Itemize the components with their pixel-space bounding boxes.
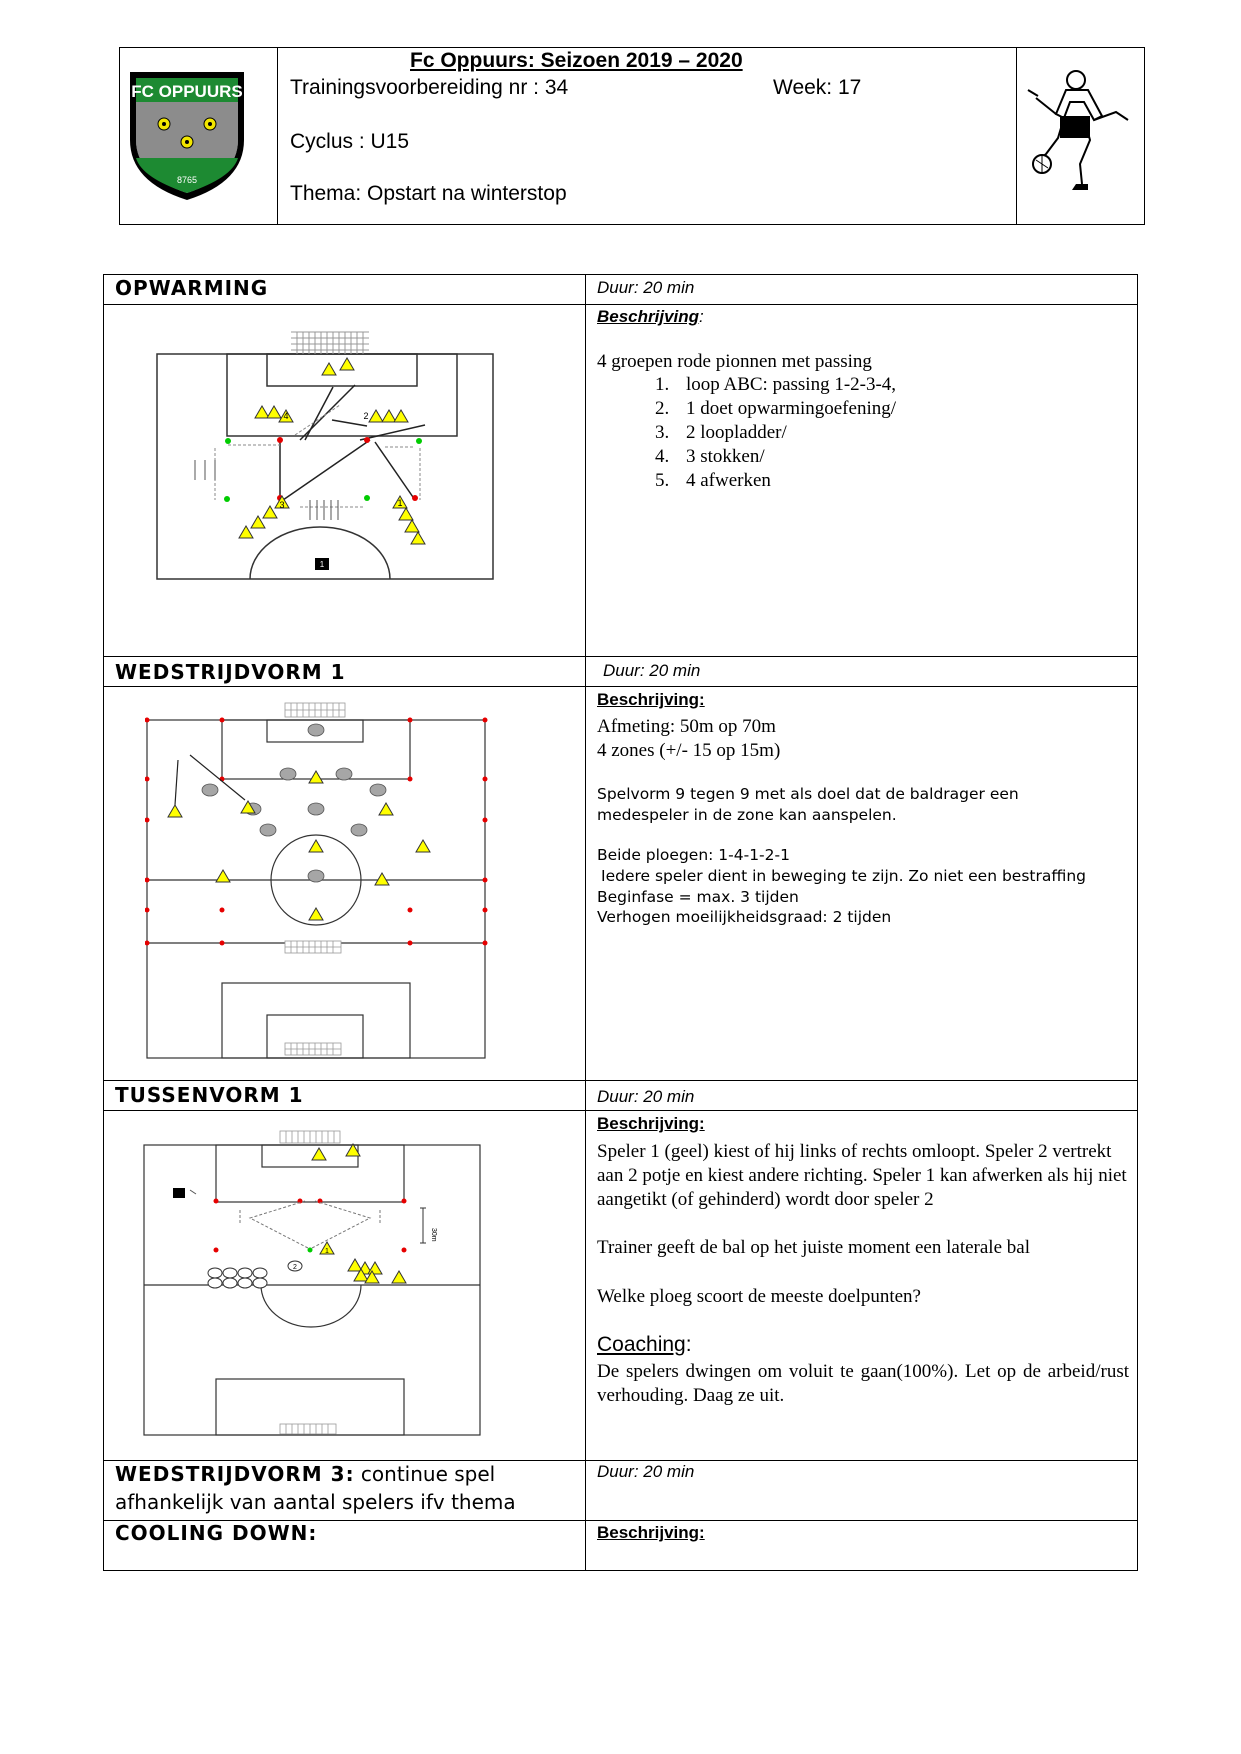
coolingdown-besch: Beschrijving:	[597, 1523, 705, 1542]
tussenvorm1-text2: Trainer geeft de bal op het juiste moment een laterale bal	[597, 1237, 1030, 1258]
opwarming-steps	[597, 373, 896, 493]
group-label: 3	[279, 500, 285, 510]
header-box	[119, 47, 1145, 225]
header-title: Fc Oppuurs: Seizoen 2019 – 2020	[410, 49, 743, 72]
opwarming-duur: Duur: 20 min	[597, 278, 695, 297]
coaching-text: De spelers dwingen om voluit te gaan(100%). Let op de arbeid/rust verhouding. Daag ze uit.	[597, 1361, 1129, 1406]
player-label: 1	[325, 1248, 329, 1255]
afmeting: Afmeting: 50m op 70m	[597, 716, 776, 737]
coaching-heading: Coaching:	[597, 1333, 692, 1356]
verhogen: Verhogen moeilijkheidsgraad: 2 tijden	[597, 908, 892, 926]
wedstrijdvorm1-title: WEDSTRIJDVORM 1	[115, 660, 346, 684]
week-number: Week: 17	[773, 76, 862, 99]
iedere: Iedere speler dient in beweging te zijn. Zo niet een bestraffing	[601, 867, 1086, 885]
logo-text: FC OPPUURS	[131, 82, 243, 101]
wedstrijdvorm3-duur: Duur: 20 min	[597, 1462, 695, 1481]
opwarming-title: OPWARMING	[115, 276, 269, 300]
tussenvorm1-diagram	[140, 1128, 485, 1438]
player-label: 2	[293, 1264, 297, 1271]
zones: 4 zones (+/- 15 op 15m)	[597, 740, 781, 761]
opwarming-intro: 4 groepen rode pionnen met passing	[597, 351, 872, 372]
beginfase: Beginfase = max. 3 tijden	[597, 888, 799, 906]
wedstrijdvorm1-duur: Duur: 20 min	[603, 661, 701, 680]
tussenvorm1-duur: Duur: 20 min	[597, 1087, 695, 1106]
distance-label: 30m	[430, 1228, 437, 1242]
trainer-label: 1	[319, 560, 325, 569]
training-number: Trainingsvoorbereiding nr : 34	[290, 76, 569, 99]
club-logo	[128, 70, 246, 202]
cyclus: Cyclus : U15	[290, 130, 410, 153]
opwarming-diagram	[155, 330, 495, 582]
list-item: 4. 3 stokken/	[674, 445, 896, 469]
coaching-label: Coaching	[597, 1333, 686, 1356]
list-item: 3. 2 loopladder/	[674, 421, 896, 445]
group-label: 4	[283, 411, 289, 421]
spelvorm: Spelvorm 9 tegen 9 met als doel dat de baldrager een medespeler in de zone kan aanspelen.	[597, 785, 1019, 824]
list-item: 5. 4 afwerken	[674, 469, 896, 493]
logo-number: 8765	[176, 175, 198, 185]
thema: Thema: Opstart na winterstop	[290, 182, 567, 205]
opwarming-besch: Beschrijving:	[597, 307, 704, 326]
tussenvorm1-text3: Welke ploeg scoort de meeste doelpunten?	[597, 1286, 921, 1307]
wedstrijdvorm1-besch: Beschrijving:	[597, 690, 705, 709]
tussenvorm1-besch: Beschrijving:	[597, 1114, 705, 1133]
list-item: 1. loop ABC: passing 1-2-3-4,	[674, 373, 896, 397]
besch-label: Beschrijving	[597, 307, 700, 326]
tussenvorm1-title: TUSSENVORM 1	[115, 1083, 304, 1107]
coolingdown-title: COOLING DOWN:	[115, 1521, 318, 1545]
group-label: 2	[363, 411, 369, 421]
ploegen: Beide ploegen: 1-4-1-2-1	[597, 846, 790, 864]
group-label: 1	[397, 498, 403, 508]
list-item: 2. 1 doet opwarmingoefening/	[674, 397, 896, 421]
wedstrijdvorm3-title: WEDSTRIJDVORM 3: continue spel afhankelijk van aantal spelers ifv thema	[115, 1462, 516, 1514]
soccer-player-icon	[1024, 68, 1134, 196]
tussenvorm1-text1: Speler 1 (geel) kiest of hij links of rechts omloopt. Speler 2 vertrekt aan 2 potje en kiest andere richting. Speler 1 kan afwerken als hij niet aangetikt (of gehinderd) wordt door speler 2	[597, 1141, 1127, 1210]
wedstrijdvorm1-diagram	[145, 700, 490, 1060]
